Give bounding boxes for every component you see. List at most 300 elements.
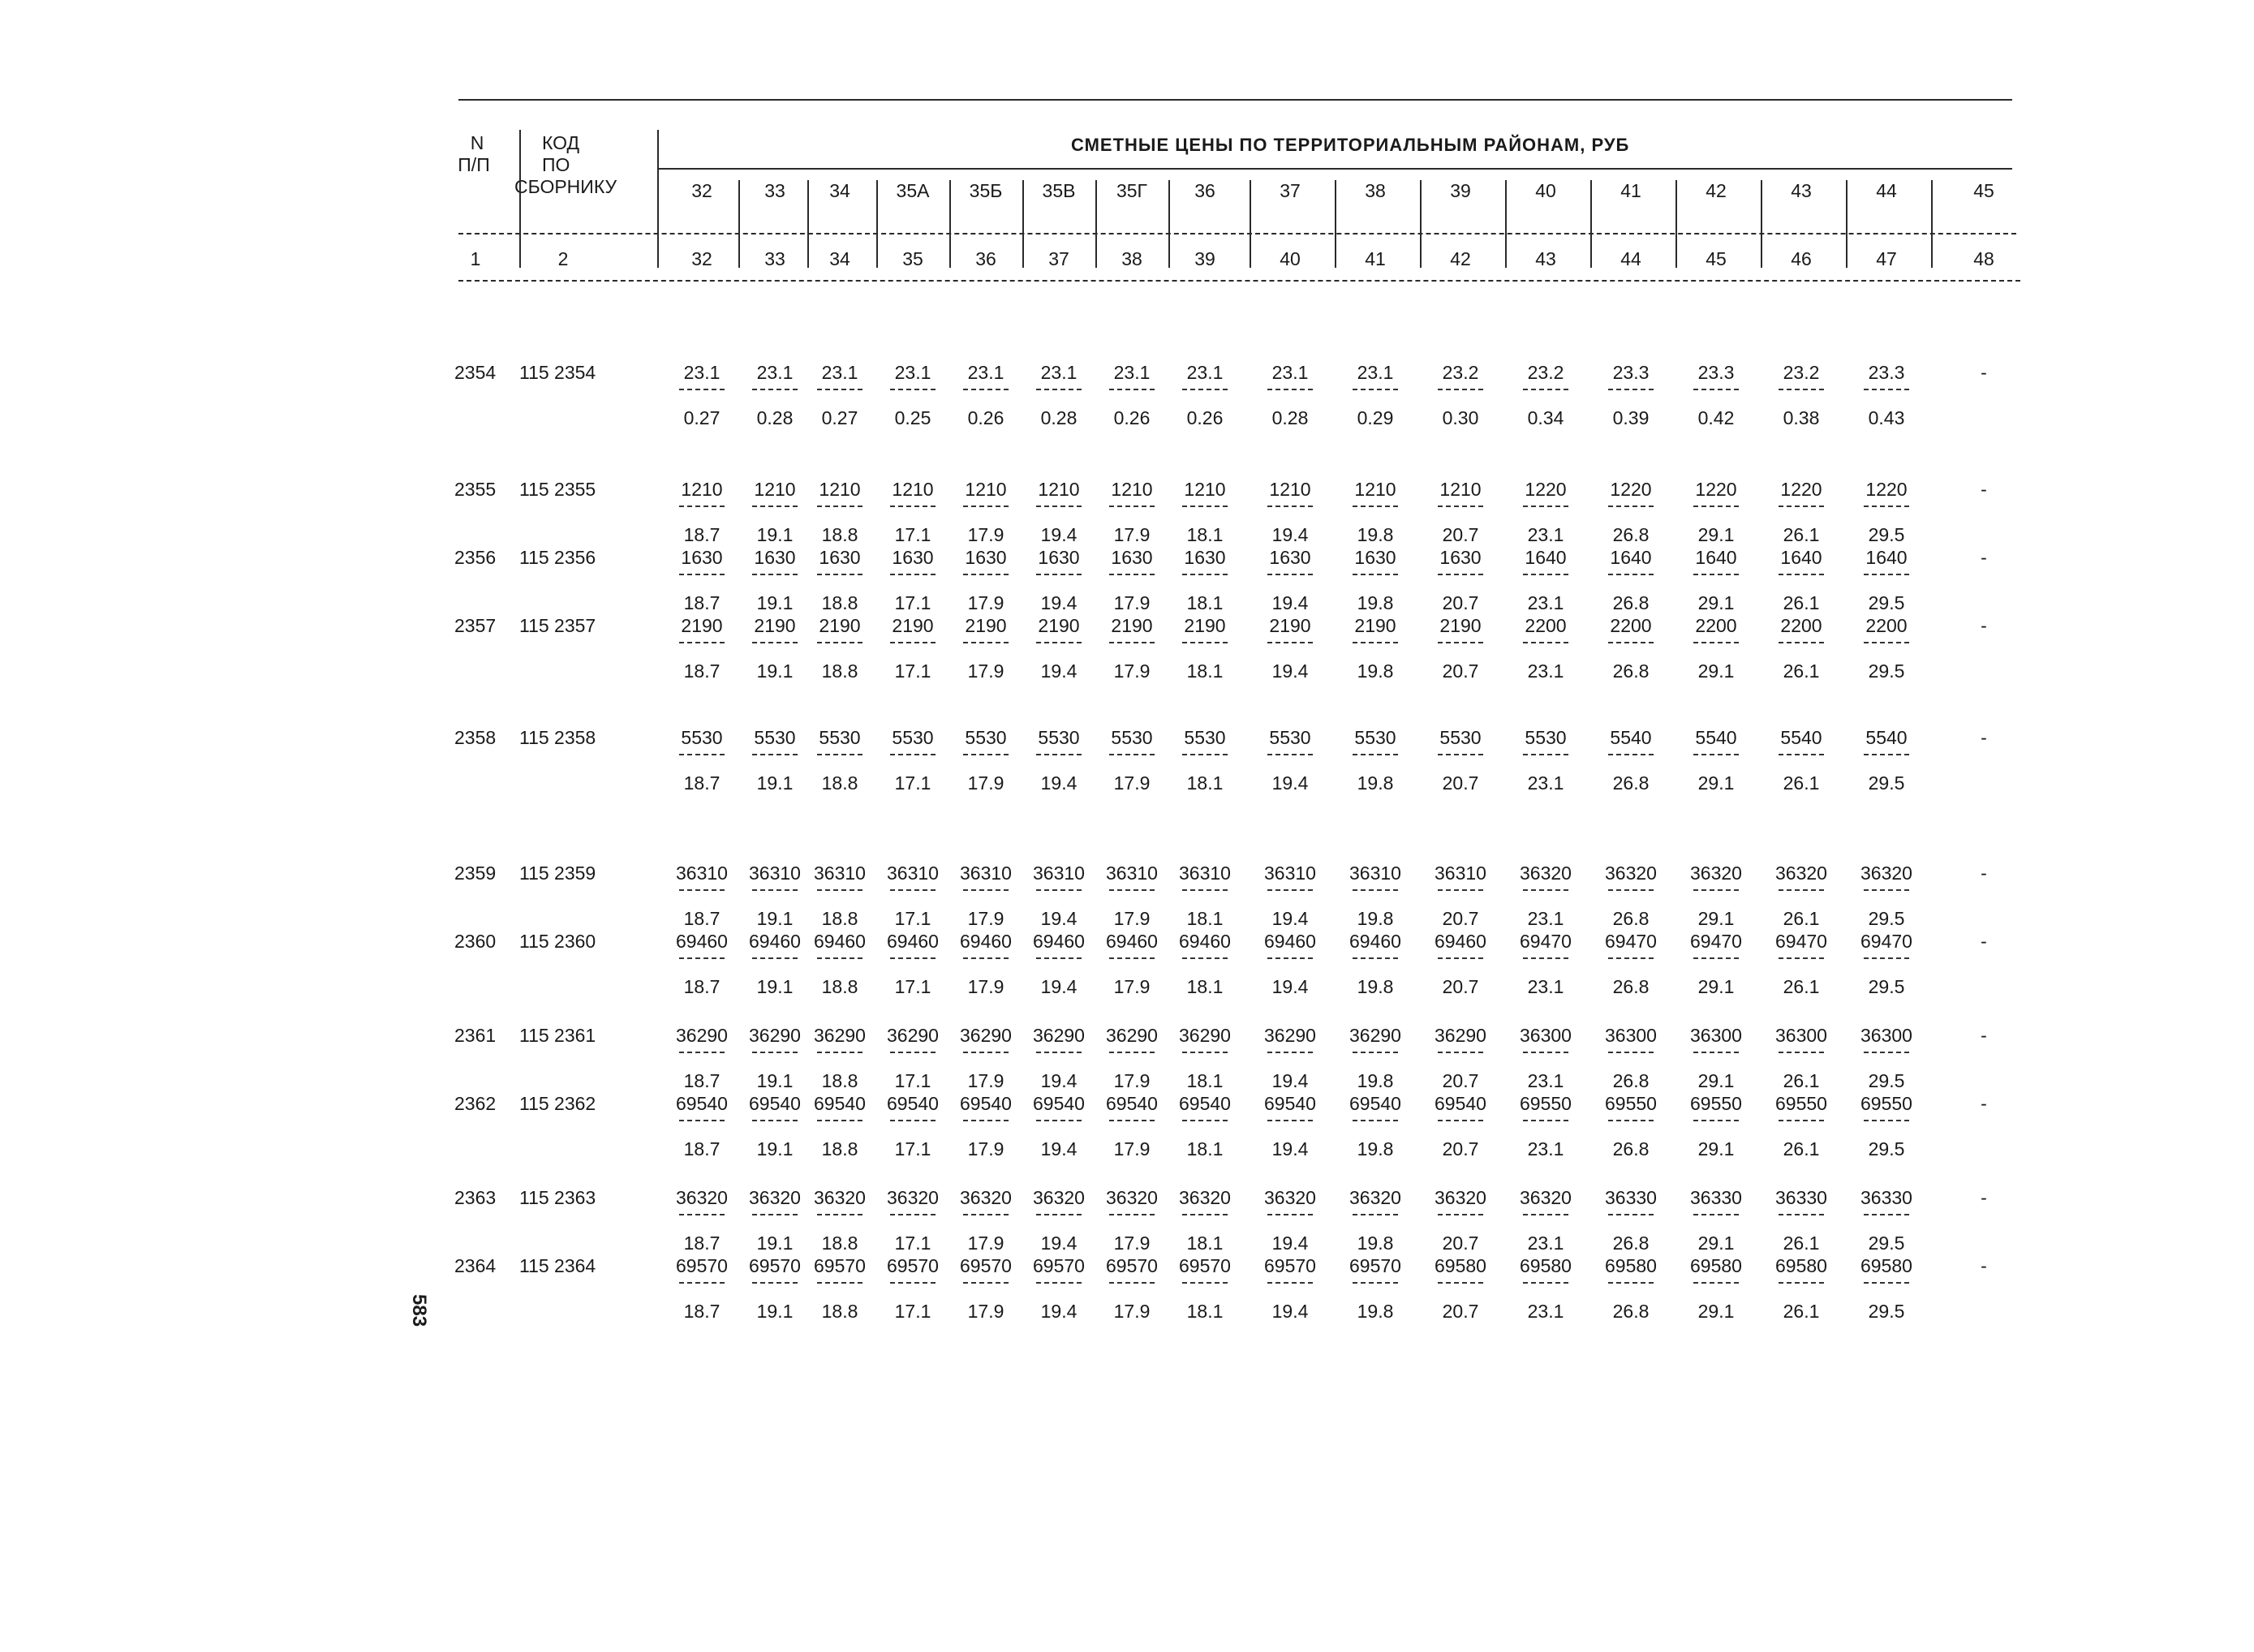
- cell-fraction-line: [1864, 389, 1909, 390]
- header-colnum: 42: [1450, 248, 1471, 269]
- header-bottom-rule: [458, 280, 2020, 282]
- cell-fraction-line: [1779, 754, 1824, 755]
- cell-fraction-line: [963, 574, 1009, 575]
- cell-price: 36320: [1605, 863, 1657, 884]
- cell-coef: 26.8: [1612, 660, 1650, 682]
- cell-fraction-line: [752, 1052, 798, 1053]
- row-num: 2359: [454, 863, 497, 884]
- cell-price: 69470: [1520, 931, 1572, 952]
- cell-price: 69580: [1690, 1255, 1742, 1276]
- cell-price: 69570: [749, 1255, 801, 1276]
- cell-fraction-line: [1779, 505, 1824, 507]
- cell-coef: 19.4: [1040, 976, 1078, 997]
- cell-coef: 23.1: [1527, 1233, 1564, 1254]
- cell-coef: 26.8: [1612, 1070, 1650, 1091]
- cell-price: 69460: [1033, 931, 1085, 952]
- cell-fraction-line: [1523, 505, 1568, 507]
- cell-coef: 26.1: [1783, 592, 1820, 613]
- header-top-rule: [458, 99, 2012, 101]
- cell-price: 5530: [1354, 727, 1396, 748]
- row-code: 115 2356: [519, 547, 596, 568]
- cell-price: 2200: [1865, 615, 1908, 636]
- cell-coef: 0.26: [967, 407, 1004, 428]
- header-colnum: 47: [1876, 248, 1897, 269]
- cell-coef: 20.7: [1442, 1233, 1479, 1254]
- cell-fraction-line: [1779, 389, 1824, 390]
- cell-fraction-line: [1438, 389, 1483, 390]
- cell-price: 23.1: [967, 362, 1004, 383]
- header-colnum: 41: [1365, 248, 1386, 269]
- header-district: 39: [1450, 180, 1471, 201]
- cell-fraction-line: [1438, 754, 1483, 755]
- cell-coef: 23.1: [1527, 976, 1564, 997]
- cell-coef: 18.1: [1186, 1138, 1224, 1159]
- cell-coef: 18.1: [1186, 592, 1224, 613]
- header-district: 35А: [896, 180, 930, 201]
- cell-coef: 29.5: [1868, 772, 1905, 794]
- cell-price: 69570: [1179, 1255, 1231, 1276]
- cell-coef: 0.27: [683, 407, 721, 428]
- cell-coef: 0.42: [1697, 407, 1735, 428]
- cell-fraction-line: [890, 957, 936, 959]
- cell-fraction-line: [890, 1214, 936, 1215]
- cell-coef: 18.8: [821, 660, 858, 682]
- cell-coef: 19.4: [1271, 1070, 1309, 1091]
- cell-col17: -: [1981, 1255, 1987, 1276]
- cell-price: 69540: [749, 1093, 801, 1114]
- header-col-sep: [1761, 180, 1762, 268]
- cell-price: 23.3: [1868, 362, 1905, 383]
- cell-price: 69470: [1690, 931, 1742, 952]
- cell-col17: -: [1981, 362, 1987, 383]
- cell-coef: 0.26: [1113, 407, 1151, 428]
- cell-price: 1640: [1865, 547, 1908, 568]
- cell-fraction-line: [1109, 642, 1155, 643]
- cell-fraction-line: [1353, 1282, 1398, 1284]
- cell-fraction-line: [890, 889, 936, 891]
- cell-coef: 19.4: [1040, 772, 1078, 794]
- cell-price: 69580: [1775, 1255, 1827, 1276]
- cell-price: 69470: [1860, 931, 1912, 952]
- header-colnum: 33: [764, 248, 785, 269]
- cell-coef: 26.8: [1612, 592, 1650, 613]
- cell-coef: 18.7: [683, 1233, 721, 1254]
- cell-price: 1210: [1269, 479, 1311, 500]
- cell-fraction-line: [1523, 642, 1568, 643]
- cell-fraction-line: [890, 1120, 936, 1121]
- cell-price: 5540: [1865, 727, 1908, 748]
- cell-fraction-line: [1864, 642, 1909, 643]
- cell-fraction-line: [817, 889, 862, 891]
- cell-price: 1630: [1184, 547, 1226, 568]
- cell-coef: 29.5: [1868, 660, 1905, 682]
- cell-coef: 18.7: [683, 1070, 721, 1091]
- cell-coef: 18.1: [1186, 772, 1224, 794]
- cell-fraction-line: [1693, 505, 1739, 507]
- cell-coef: 26.1: [1783, 660, 1820, 682]
- row-code: 115 2360: [519, 931, 596, 952]
- cell-price: 1630: [681, 547, 723, 568]
- cell-price: 1210: [1184, 479, 1226, 500]
- cell-col17: -: [1981, 479, 1987, 500]
- cell-price: 1220: [1865, 479, 1908, 500]
- cell-coef: 19.4: [1271, 1138, 1309, 1159]
- cell-price: 2190: [965, 615, 1007, 636]
- cell-fraction-line: [752, 1282, 798, 1284]
- cell-price: 36320: [1690, 863, 1742, 884]
- header-district: 38: [1365, 180, 1386, 201]
- cell-fraction-line: [1353, 957, 1398, 959]
- cell-price: 1630: [1354, 547, 1396, 568]
- header-district: 35В: [1042, 180, 1076, 201]
- cell-price: 1630: [1111, 547, 1153, 568]
- header-col-sep: [807, 180, 809, 268]
- cell-fraction-line: [1036, 957, 1082, 959]
- cell-fraction-line: [1523, 889, 1568, 891]
- cell-fraction-line: [963, 1052, 1009, 1053]
- cell-fraction-line: [1182, 1052, 1228, 1053]
- cell-fraction-line: [1036, 505, 1082, 507]
- cell-fraction-line: [1109, 889, 1155, 891]
- cell-fraction-line: [1353, 1214, 1398, 1215]
- cell-coef: 20.7: [1442, 1138, 1479, 1159]
- cell-price: 5530: [1269, 727, 1311, 748]
- cell-price: 1220: [1525, 479, 1567, 500]
- cell-price: 1210: [1439, 479, 1482, 500]
- cell-price: 69550: [1775, 1093, 1827, 1114]
- cell-coef: 18.7: [683, 1301, 721, 1322]
- cell-price: 2200: [1695, 615, 1737, 636]
- cell-fraction-line: [1438, 642, 1483, 643]
- cell-fraction-line: [1693, 642, 1739, 643]
- cell-price: 5540: [1610, 727, 1652, 748]
- cell-price: 23.1: [683, 362, 721, 383]
- cell-price: 1210: [819, 479, 861, 500]
- header-col-sep: [1168, 180, 1170, 268]
- cell-fraction-line: [1182, 1120, 1228, 1121]
- header-title: СМЕТНЫЕ ЦЕНЫ ПО ТЕРРИТОРИАЛЬНЫМ РАЙОНАМ, РУБ: [1071, 135, 1630, 155]
- cell-fraction-line: [1109, 957, 1155, 959]
- cell-coef: 17.9: [1113, 1070, 1151, 1091]
- cell-coef: 18.7: [683, 908, 721, 929]
- cell-fraction-line: [1182, 1282, 1228, 1284]
- cell-coef: 26.8: [1612, 976, 1650, 997]
- cell-coef: 18.7: [683, 772, 721, 794]
- cell-price: 1220: [1695, 479, 1737, 500]
- cell-fraction-line: [1608, 889, 1654, 891]
- header-col-sep: [1335, 180, 1336, 268]
- cell-coef: 18.8: [821, 1138, 858, 1159]
- cell-coef: 17.1: [894, 1301, 931, 1322]
- cell-fraction-line: [1523, 574, 1568, 575]
- header-col-sep: [1505, 180, 1507, 268]
- cell-price: 23.3: [1697, 362, 1735, 383]
- cell-fraction-line: [1109, 754, 1155, 755]
- header-district: 43: [1791, 180, 1812, 201]
- row-code: 115 2355: [519, 479, 596, 500]
- cell-coef: 18.8: [821, 976, 858, 997]
- cell-coef: 23.1: [1527, 772, 1564, 794]
- cell-price: 1630: [965, 547, 1007, 568]
- cell-fraction-line: [1608, 1214, 1654, 1215]
- cell-price: 69550: [1690, 1093, 1742, 1114]
- cell-coef: 26.8: [1612, 908, 1650, 929]
- cell-price: 69460: [676, 931, 728, 952]
- cell-fraction-line: [890, 574, 936, 575]
- cell-price: 36320: [1520, 863, 1572, 884]
- cell-coef: 0.29: [1357, 407, 1394, 428]
- cell-price: 5530: [965, 727, 1007, 748]
- cell-fraction-line: [963, 1282, 1009, 1284]
- cell-coef: 0.30: [1442, 407, 1479, 428]
- cell-price: 5530: [1184, 727, 1226, 748]
- cell-price: 36320: [1435, 1187, 1486, 1208]
- cell-coef: 20.7: [1442, 908, 1479, 929]
- cell-fraction-line: [1182, 754, 1228, 755]
- cell-coef: 18.1: [1186, 976, 1224, 997]
- cell-coef: 19.8: [1357, 592, 1394, 613]
- cell-price: 69540: [1435, 1093, 1486, 1114]
- cell-price: 5530: [1111, 727, 1153, 748]
- cell-fraction-line: [817, 642, 862, 643]
- cell-coef: 18.7: [683, 660, 721, 682]
- cell-coef: 29.1: [1697, 1138, 1735, 1159]
- cell-price: 1210: [892, 479, 934, 500]
- cell-fraction-line: [1036, 1052, 1082, 1053]
- cell-price: 36320: [1106, 1187, 1158, 1208]
- cell-price: 36290: [960, 1025, 1012, 1046]
- cell-fraction-line: [1693, 1282, 1739, 1284]
- cell-price: 23.2: [1783, 362, 1820, 383]
- cell-fraction-line: [890, 505, 936, 507]
- cell-coef: 29.1: [1697, 1070, 1735, 1091]
- cell-coef: 26.8: [1612, 524, 1650, 545]
- cell-coef: 17.1: [894, 660, 931, 682]
- cell-price: 23.1: [1186, 362, 1224, 383]
- cell-price: 1640: [1695, 547, 1737, 568]
- cell-fraction-line: [1109, 1214, 1155, 1215]
- cell-coef: 29.1: [1697, 1233, 1735, 1254]
- cell-coef: 19.4: [1271, 592, 1309, 613]
- cell-price: 69550: [1520, 1093, 1572, 1114]
- cell-fraction-line: [752, 1120, 798, 1121]
- cell-coef: 18.7: [683, 976, 721, 997]
- header-col-sep: [1022, 180, 1024, 268]
- cell-coef: 18.1: [1186, 1070, 1224, 1091]
- page-number: 583: [408, 1294, 430, 1327]
- cell-fraction-line: [1608, 1282, 1654, 1284]
- cell-price: 69540: [1106, 1093, 1158, 1114]
- cell-coef: 19.4: [1271, 908, 1309, 929]
- cell-fraction-line: [679, 574, 725, 575]
- cell-price: 1210: [1111, 479, 1153, 500]
- cell-price: 69470: [1775, 931, 1827, 952]
- row-num: 2354: [454, 362, 497, 383]
- cell-fraction-line: [1267, 957, 1313, 959]
- cell-price: 36290: [1435, 1025, 1486, 1046]
- cell-fraction-line: [1438, 957, 1483, 959]
- cell-price: 69540: [960, 1093, 1012, 1114]
- cell-coef: 20.7: [1442, 592, 1479, 613]
- cell-coef: 17.1: [894, 1138, 931, 1159]
- row-num: 2362: [454, 1093, 497, 1114]
- cell-price: 69580: [1435, 1255, 1486, 1276]
- cell-fraction-line: [1693, 754, 1739, 755]
- cell-price: 36310: [1033, 863, 1085, 884]
- cell-fraction-line: [1267, 389, 1313, 390]
- cell-fraction-line: [1523, 1120, 1568, 1121]
- header-district: 45: [1973, 180, 1994, 201]
- cell-coef: 19.8: [1357, 1070, 1394, 1091]
- cell-coef: 17.9: [967, 772, 1004, 794]
- cell-price: 69540: [1033, 1093, 1085, 1114]
- cell-coef: 19.1: [756, 976, 794, 997]
- cell-coef: 0.34: [1527, 407, 1564, 428]
- cell-fraction-line: [1608, 957, 1654, 959]
- cell-coef: 19.8: [1357, 660, 1394, 682]
- cell-col17: -: [1981, 1025, 1987, 1046]
- cell-fraction-line: [1036, 389, 1082, 390]
- cell-coef: 26.1: [1783, 524, 1820, 545]
- cell-fraction-line: [1036, 754, 1082, 755]
- cell-fraction-line: [1267, 574, 1313, 575]
- cell-fraction-line: [1438, 574, 1483, 575]
- cell-price: 1630: [892, 547, 934, 568]
- cell-coef: 17.9: [1113, 908, 1151, 929]
- cell-fraction-line: [1267, 889, 1313, 891]
- header-col-sep: [1095, 180, 1097, 268]
- header-colnum: 48: [1973, 248, 1994, 269]
- cell-price: 36310: [749, 863, 801, 884]
- cell-fraction-line: [1036, 642, 1082, 643]
- cell-price: 1220: [1780, 479, 1822, 500]
- cell-price: 36330: [1690, 1187, 1742, 1208]
- header-num-label: N: [470, 132, 484, 153]
- cell-price: 36320: [1775, 863, 1827, 884]
- cell-coef: 19.8: [1357, 1301, 1394, 1322]
- cell-fraction-line: [817, 1120, 862, 1121]
- cell-coef: 19.8: [1357, 1233, 1394, 1254]
- cell-price: 36310: [960, 863, 1012, 884]
- cell-price: 23.1: [1357, 362, 1394, 383]
- cell-price: 69580: [1520, 1255, 1572, 1276]
- cell-coef: 19.1: [756, 1233, 794, 1254]
- header-district: 36: [1194, 180, 1215, 201]
- cell-price: 69550: [1860, 1093, 1912, 1114]
- cell-fraction-line: [963, 754, 1009, 755]
- row-code: 115 2364: [519, 1255, 596, 1276]
- cell-coef: 19.8: [1357, 1138, 1394, 1159]
- cell-coef: 29.5: [1868, 524, 1905, 545]
- cell-fraction-line: [679, 957, 725, 959]
- cell-price: 36330: [1860, 1187, 1912, 1208]
- row-num: 2357: [454, 615, 497, 636]
- cell-fraction-line: [1353, 1052, 1398, 1053]
- cell-coef: 17.9: [967, 1070, 1004, 1091]
- cell-coef: 0.38: [1783, 407, 1820, 428]
- cell-coef: 19.4: [1040, 1233, 1078, 1254]
- cell-fraction-line: [1109, 1120, 1155, 1121]
- cell-price: 5530: [1525, 727, 1567, 748]
- cell-fraction-line: [1036, 1214, 1082, 1215]
- cell-coef: 19.1: [756, 908, 794, 929]
- cell-fraction-line: [752, 1214, 798, 1215]
- cell-col17: -: [1981, 727, 1987, 748]
- cell-fraction-line: [963, 389, 1009, 390]
- cell-coef: 19.1: [756, 524, 794, 545]
- cell-fraction-line: [1182, 642, 1228, 643]
- cell-price: 36290: [749, 1025, 801, 1046]
- cell-coef: 20.7: [1442, 772, 1479, 794]
- cell-price: 2190: [819, 615, 861, 636]
- row-code: 115 2361: [519, 1025, 596, 1046]
- cell-price: 1640: [1610, 547, 1652, 568]
- cell-price: 1630: [1439, 547, 1482, 568]
- header-code-label: КОД: [542, 132, 580, 153]
- cell-coef: 17.9: [967, 660, 1004, 682]
- cell-fraction-line: [1109, 505, 1155, 507]
- header-mid-rule: [458, 233, 2016, 234]
- cell-coef: 17.9: [967, 592, 1004, 613]
- cell-coef: 18.1: [1186, 660, 1224, 682]
- cell-price: 36290: [1349, 1025, 1401, 1046]
- cell-price: 69570: [1264, 1255, 1316, 1276]
- cell-fraction-line: [1267, 642, 1313, 643]
- cell-fraction-line: [1779, 1120, 1824, 1121]
- cell-coef: 19.4: [1271, 1233, 1309, 1254]
- row-num: 2363: [454, 1187, 497, 1208]
- cell-coef: 29.1: [1697, 524, 1735, 545]
- cell-price: 69470: [1605, 931, 1657, 952]
- cell-fraction-line: [1779, 1052, 1824, 1053]
- cell-price: 5530: [819, 727, 861, 748]
- cell-coef: 26.1: [1783, 908, 1820, 929]
- cell-fraction-line: [817, 389, 862, 390]
- cell-price: 1630: [819, 547, 861, 568]
- cell-fraction-line: [1109, 389, 1155, 390]
- cell-coef: 18.8: [821, 524, 858, 545]
- cell-coef: 20.7: [1442, 524, 1479, 545]
- cell-fraction-line: [1608, 505, 1654, 507]
- cell-coef: 26.1: [1783, 1138, 1820, 1159]
- cell-coef: 29.1: [1697, 1301, 1735, 1322]
- cell-coef: 18.1: [1186, 908, 1224, 929]
- cell-coef: 23.1: [1527, 908, 1564, 929]
- cell-price: 1210: [1354, 479, 1396, 500]
- cell-fraction-line: [679, 1052, 725, 1053]
- cell-coef: 18.8: [821, 772, 858, 794]
- cell-fraction-line: [1864, 1214, 1909, 1215]
- cell-fraction-line: [752, 754, 798, 755]
- cell-coef: 19.8: [1357, 976, 1394, 997]
- cell-price: 36330: [1605, 1187, 1657, 1208]
- cell-coef: 19.1: [756, 1070, 794, 1091]
- cell-fraction-line: [1182, 889, 1228, 891]
- cell-coef: 0.39: [1612, 407, 1650, 428]
- cell-fraction-line: [1523, 754, 1568, 755]
- cell-price: 1210: [681, 479, 723, 500]
- cell-fraction-line: [1353, 642, 1398, 643]
- cell-price: 2190: [1354, 615, 1396, 636]
- cell-coef: 29.5: [1868, 1301, 1905, 1322]
- cell-price: 69460: [887, 931, 939, 952]
- cell-fraction-line: [963, 1214, 1009, 1215]
- cell-coef: 19.4: [1271, 976, 1309, 997]
- header-colnum: 32: [691, 248, 712, 269]
- cell-price: 5540: [1780, 727, 1822, 748]
- cell-fraction-line: [1693, 1120, 1739, 1121]
- header-code-label-3: СБОРНИКУ: [514, 176, 617, 197]
